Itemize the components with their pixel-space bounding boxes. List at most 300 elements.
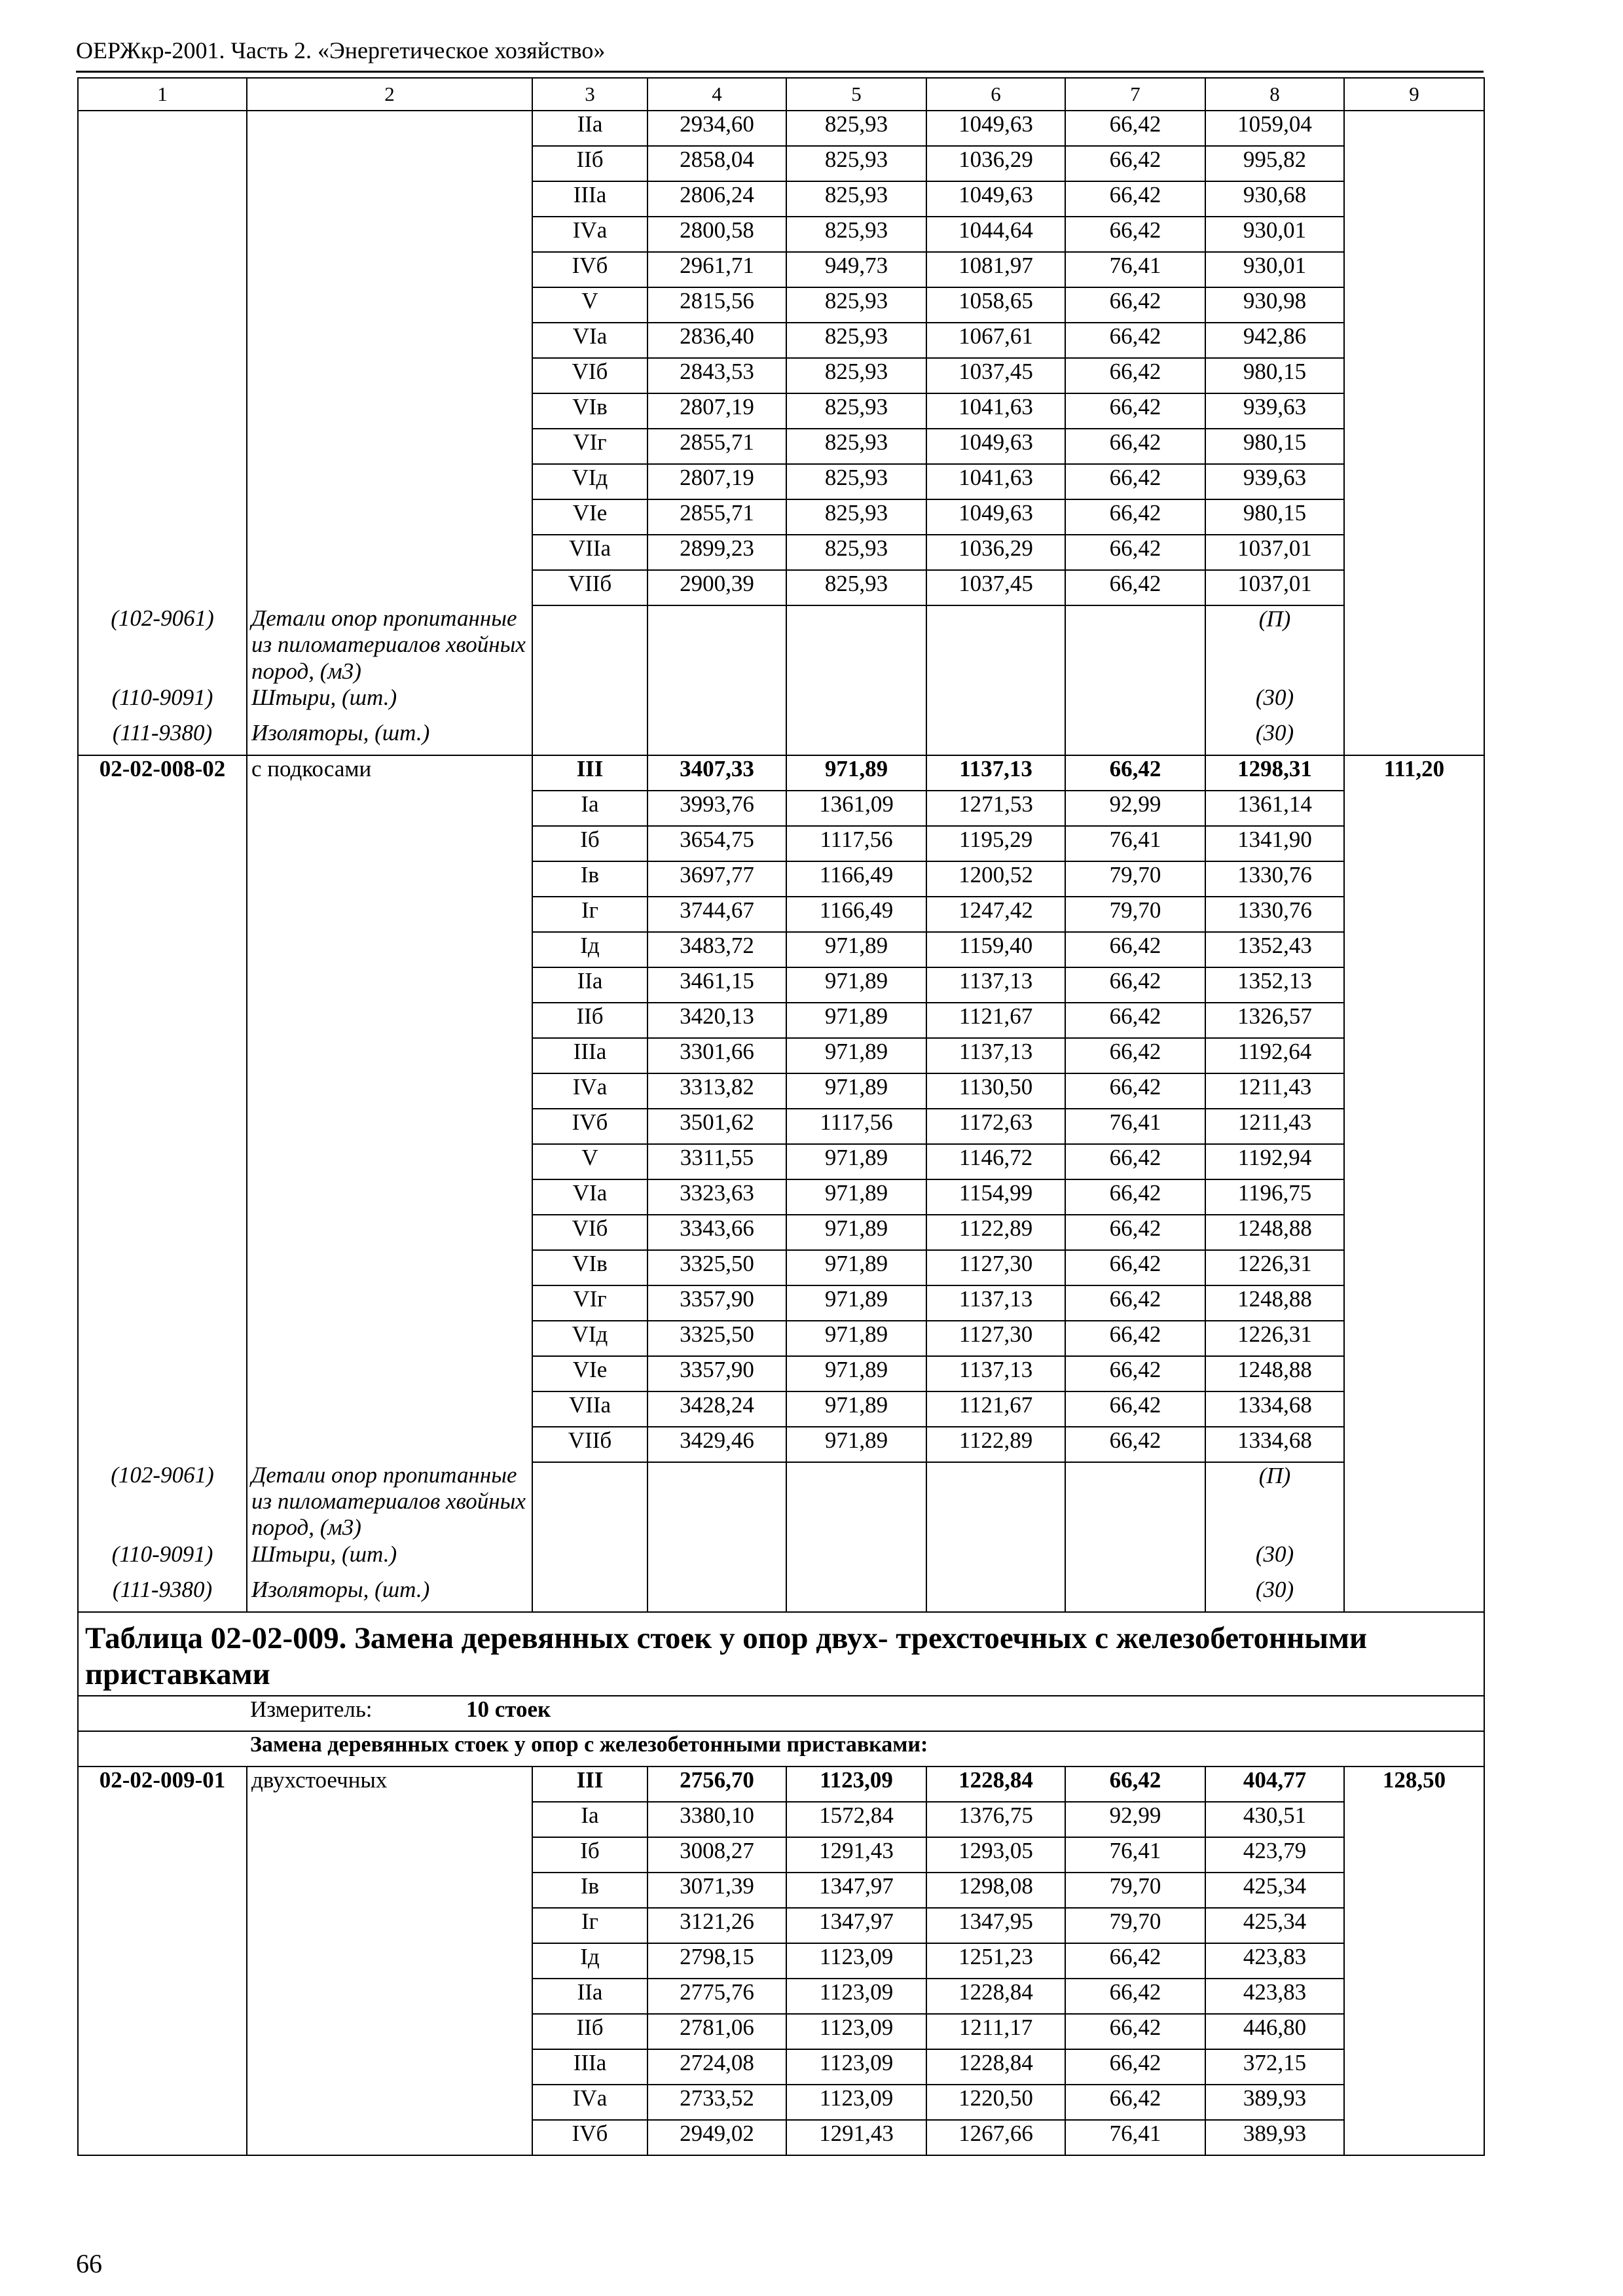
value-cell: 1123,09 [786, 2014, 926, 2049]
value-cell: 971,89 [786, 967, 926, 1003]
code-cell [78, 287, 247, 323]
zone-cell: IVа [532, 2085, 647, 2120]
labor-cell [1344, 2120, 1484, 2155]
table-row [78, 1144, 1484, 1179]
value-cell: 1154,99 [926, 1179, 1065, 1215]
value-cell: 2949,02 [647, 2120, 786, 2155]
value-cell: 1036,29 [926, 535, 1065, 570]
zone-cell: Iа [532, 791, 647, 826]
zone-cell: Iв [532, 861, 647, 897]
empty-cell [532, 1541, 647, 1577]
zone-cell: IIб [532, 1003, 647, 1038]
value-cell: 971,89 [786, 1144, 926, 1179]
value-cell: 1195,29 [926, 826, 1065, 861]
value-cell: 76,41 [1065, 1837, 1205, 1873]
value-cell: 66,42 [1065, 1073, 1205, 1109]
value-cell: 995,82 [1205, 146, 1344, 181]
resource-row [78, 1462, 1484, 1541]
value-cell: 825,93 [786, 429, 926, 464]
value-cell: 66,42 [1065, 181, 1205, 217]
table-row [78, 252, 1484, 287]
code-cell [78, 111, 247, 146]
value-cell: 1361,14 [1205, 791, 1344, 826]
value-cell: 980,15 [1205, 358, 1344, 393]
value-cell: 76,41 [1065, 2120, 1205, 2155]
value-cell: 971,89 [786, 1179, 926, 1215]
value-cell: 128,50 [1344, 1767, 1484, 1802]
value-cell: 1067,61 [926, 323, 1065, 358]
value-cell: 66,42 [1065, 1356, 1205, 1391]
value-cell: 1298,08 [926, 1873, 1065, 1908]
value-cell: 3121,26 [647, 1908, 786, 1943]
code-cell [78, 1979, 247, 2014]
value-cell: 3420,13 [647, 1003, 786, 1038]
name-cell [247, 535, 532, 570]
value-cell: 66,42 [1065, 932, 1205, 967]
empty-cell [1344, 685, 1484, 720]
empty-cell [532, 605, 647, 685]
zone-cell: Iг [532, 1908, 647, 1943]
labor-cell [1344, 932, 1484, 967]
empty-cell [926, 1541, 1065, 1577]
empty-cell [1344, 1577, 1484, 1612]
empty-cell [926, 720, 1065, 755]
labor-cell [1344, 1979, 1484, 2014]
value-cell: 1049,63 [926, 111, 1065, 146]
zone-cell: VIв [532, 393, 647, 429]
empty-cell [532, 685, 647, 720]
empty-cell [926, 605, 1065, 685]
value-cell: 1049,63 [926, 429, 1065, 464]
labor-cell [1344, 791, 1484, 826]
zone-cell: IVа [532, 217, 647, 252]
value-cell: 1049,63 [926, 181, 1065, 217]
labor-cell [1344, 861, 1484, 897]
value-cell: 825,93 [786, 181, 926, 217]
zone-cell: VIд [532, 1321, 647, 1356]
code-cell [78, 499, 247, 535]
zone-cell: Iг [532, 897, 647, 932]
table-row [78, 826, 1484, 861]
zone-cell: IIIа [532, 1038, 647, 1073]
value-cell: 3654,75 [647, 826, 786, 861]
table-row [78, 535, 1484, 570]
labor-cell [1344, 570, 1484, 605]
value-cell: 1172,63 [926, 1109, 1065, 1144]
value-cell: 1137,13 [926, 755, 1065, 791]
zone-cell: Iв [532, 1873, 647, 1908]
value-cell: 66,42 [1065, 287, 1205, 323]
value-cell: 2855,71 [647, 429, 786, 464]
value-cell: 3501,62 [647, 1109, 786, 1144]
table-row [78, 1003, 1484, 1038]
value-cell: 66,42 [1065, 146, 1205, 181]
zone-cell: VIIа [532, 1391, 647, 1427]
value-cell: 1081,97 [926, 252, 1065, 287]
value-cell: 66,42 [1065, 1144, 1205, 1179]
value-cell: 1036,29 [926, 146, 1065, 181]
zone-cell: VIа [532, 323, 647, 358]
value-cell: 1159,40 [926, 932, 1065, 967]
name-cell: с подкосами [247, 755, 532, 791]
value-cell: 2756,70 [647, 1767, 786, 1802]
value-cell: 425,34 [1205, 1908, 1344, 1943]
value-cell: 1228,84 [926, 1767, 1065, 1802]
value-cell: 1122,89 [926, 1215, 1065, 1250]
zone-cell: VIб [532, 1215, 647, 1250]
value-cell: 1326,57 [1205, 1003, 1344, 1038]
value-cell: 825,93 [786, 535, 926, 570]
labor-cell [1344, 1285, 1484, 1321]
code-cell [78, 1109, 247, 1144]
name-cell [247, 826, 532, 861]
name-cell [247, 967, 532, 1003]
zone-cell: Iа [532, 1802, 647, 1837]
labor-cell [1344, 323, 1484, 358]
value-cell: 66,42 [1065, 1767, 1205, 1802]
table-row [78, 1943, 1484, 1979]
code-cell [78, 2014, 247, 2049]
value-cell: 1376,75 [926, 1802, 1065, 1837]
value-cell: 66,42 [1065, 535, 1205, 570]
zone-cell: Iб [532, 1837, 647, 1873]
value-cell: 1127,30 [926, 1250, 1065, 1285]
name-cell [247, 1802, 532, 1837]
value-cell: 76,41 [1065, 1109, 1205, 1144]
code-cell [78, 2085, 247, 2120]
resource-code: (111-9380) [78, 1577, 247, 1612]
table-row [78, 358, 1484, 393]
value-cell: 825,93 [786, 499, 926, 535]
name-cell [247, 1109, 532, 1144]
empty-cell [1065, 1541, 1205, 1577]
empty-cell [1065, 1577, 1205, 1612]
value-cell: 2798,15 [647, 1943, 786, 1979]
measure-value: 10 стоек [466, 1696, 551, 1723]
value-cell: 1049,63 [926, 499, 1065, 535]
value-cell: 1037,45 [926, 358, 1065, 393]
name-cell [247, 499, 532, 535]
value-cell: 971,89 [786, 1285, 926, 1321]
value-cell: 3428,24 [647, 1391, 786, 1427]
code-cell [78, 1356, 247, 1391]
table-row [78, 1109, 1484, 1144]
table-row [78, 932, 1484, 967]
value-cell: 389,93 [1205, 2085, 1344, 2120]
labor-cell [1344, 287, 1484, 323]
value-cell: 1228,84 [926, 2049, 1065, 2085]
table-row [78, 1356, 1484, 1391]
table-row [78, 2120, 1484, 2155]
value-cell: 1572,84 [786, 1802, 926, 1837]
value-cell: 2843,53 [647, 358, 786, 393]
value-cell: 1137,13 [926, 1285, 1065, 1321]
table-row [78, 570, 1484, 605]
code-cell [78, 1003, 247, 1038]
table-row-main [78, 755, 1484, 791]
value-cell: 930,01 [1205, 252, 1344, 287]
table-row [78, 861, 1484, 897]
value-cell: 1291,43 [786, 2120, 926, 2155]
code-cell [78, 1215, 247, 1250]
value-cell: 1123,09 [786, 2085, 926, 2120]
empty-cell [532, 1462, 647, 1541]
resource-code: (110-9091) [78, 1541, 247, 1577]
value-cell: 2961,71 [647, 252, 786, 287]
table-row-main [78, 1767, 1484, 1802]
empty-cell [647, 685, 786, 720]
resource-row [78, 685, 1484, 720]
resource-code: (102-9061) [78, 605, 247, 685]
zone-cell: VIе [532, 1356, 647, 1391]
page-header: ОЕРЖкр-2001. Часть 2. «Энергетическое хозяйство» [76, 37, 606, 63]
value-cell: 1196,75 [1205, 1179, 1344, 1215]
value-cell: 66,42 [1065, 1250, 1205, 1285]
value-cell: 430,51 [1205, 1802, 1344, 1837]
resource-name: Детали опор пропитанные из пиломатериалов хвойных пород, (м3) [247, 1462, 532, 1541]
empty-cell [786, 685, 926, 720]
value-cell: 1330,76 [1205, 897, 1344, 932]
zone-cell: VIб [532, 358, 647, 393]
value-cell: 66,42 [1065, 570, 1205, 605]
code-cell [78, 826, 247, 861]
name-cell [247, 1837, 532, 1873]
zone-cell: VIв [532, 1250, 647, 1285]
code-cell [78, 1943, 247, 1979]
table-row [78, 323, 1484, 358]
code-cell [78, 252, 247, 287]
column-number: 9 [1344, 78, 1484, 111]
value-cell: 2836,40 [647, 323, 786, 358]
labor-cell [1344, 217, 1484, 252]
resource-quantity: (П) [1205, 605, 1344, 685]
value-cell: 1123,09 [786, 2049, 926, 2085]
value-cell: 66,42 [1065, 323, 1205, 358]
value-cell: 66,42 [1065, 1215, 1205, 1250]
zone-cell: V [532, 287, 647, 323]
code-cell [78, 570, 247, 605]
value-cell: 3993,76 [647, 791, 786, 826]
name-cell [247, 791, 532, 826]
code-cell [78, 2049, 247, 2085]
empty-cell [647, 1577, 786, 1612]
labor-cell [1344, 1038, 1484, 1073]
column-number: 4 [647, 78, 786, 111]
value-cell: 1059,04 [1205, 111, 1344, 146]
code-cell [78, 1285, 247, 1321]
value-cell: 825,93 [786, 323, 926, 358]
empty-cell [1344, 605, 1484, 685]
value-cell: 1127,30 [926, 1321, 1065, 1356]
resource-name: Изоляторы, (шт.) [247, 1577, 532, 1612]
table-row [78, 464, 1484, 499]
value-cell: 1291,43 [786, 1837, 926, 1873]
value-cell: 1137,13 [926, 1356, 1065, 1391]
value-cell: 939,63 [1205, 393, 1344, 429]
column-number: 5 [786, 78, 926, 111]
code-cell [78, 1391, 247, 1427]
value-cell: 825,93 [786, 111, 926, 146]
table-row [78, 1837, 1484, 1873]
code-cell [78, 1038, 247, 1073]
value-cell: 971,89 [786, 1391, 926, 1427]
zone-cell: V [532, 1144, 647, 1179]
name-cell [247, 1979, 532, 2014]
value-cell: 1123,09 [786, 1979, 926, 2014]
value-cell: 111,20 [1344, 755, 1484, 791]
zone-cell: IVб [532, 1109, 647, 1144]
value-cell: 79,70 [1065, 861, 1205, 897]
value-cell: 372,15 [1205, 2049, 1344, 2085]
zone-cell: IIIа [532, 181, 647, 217]
value-cell: 66,42 [1065, 967, 1205, 1003]
value-cell: 1037,01 [1205, 535, 1344, 570]
labor-cell [1344, 111, 1484, 146]
value-cell: 423,83 [1205, 1943, 1344, 1979]
resource-code: (110-9091) [78, 685, 247, 720]
value-cell: 92,99 [1065, 1802, 1205, 1837]
value-cell: 971,89 [786, 1215, 926, 1250]
header-rule [76, 71, 1484, 73]
name-cell [247, 1356, 532, 1391]
zone-cell: VIIб [532, 570, 647, 605]
code-cell [78, 1144, 247, 1179]
empty-cell [1065, 605, 1205, 685]
zone-cell: VIг [532, 429, 647, 464]
table-row [78, 146, 1484, 181]
empty-cell [926, 1577, 1065, 1612]
table-body [78, 78, 1484, 2155]
name-cell [247, 861, 532, 897]
labor-cell [1344, 393, 1484, 429]
zone-cell: Iд [532, 932, 647, 967]
value-cell: 2800,58 [647, 217, 786, 252]
column-number-row [78, 78, 1484, 111]
name-cell [247, 217, 532, 252]
name-cell [247, 2120, 532, 2155]
value-cell: 425,34 [1205, 1873, 1344, 1908]
empty-cell [647, 720, 786, 755]
table-row [78, 2085, 1484, 2120]
zone-cell: IIа [532, 111, 647, 146]
zone-cell: VIе [532, 499, 647, 535]
value-cell: 2815,56 [647, 287, 786, 323]
value-cell: 66,42 [1065, 1943, 1205, 1979]
value-cell: 1117,56 [786, 1109, 926, 1144]
code-cell [78, 1321, 247, 1356]
value-cell: 942,86 [1205, 323, 1344, 358]
value-cell: 939,63 [1205, 464, 1344, 499]
labor-cell [1344, 535, 1484, 570]
value-cell: 1123,09 [786, 1767, 926, 1802]
value-cell: 3313,82 [647, 1073, 786, 1109]
value-cell: 92,99 [1065, 791, 1205, 826]
labor-cell [1344, 1109, 1484, 1144]
value-cell: 1361,09 [786, 791, 926, 826]
value-cell: 66,42 [1065, 1391, 1205, 1427]
value-cell: 3357,90 [647, 1356, 786, 1391]
value-cell: 971,89 [786, 1427, 926, 1462]
empty-cell [926, 685, 1065, 720]
name-cell [247, 358, 532, 393]
column-number: 8 [1205, 78, 1344, 111]
resource-name: Штыри, (шт.) [247, 685, 532, 720]
value-cell: 1058,65 [926, 287, 1065, 323]
resource-row [78, 605, 1484, 685]
value-cell: 825,93 [786, 287, 926, 323]
value-cell: 1211,43 [1205, 1109, 1344, 1144]
value-cell: 1122,89 [926, 1427, 1065, 1462]
empty-cell [1065, 720, 1205, 755]
value-cell: 3744,67 [647, 897, 786, 932]
value-cell: 3323,63 [647, 1179, 786, 1215]
value-cell: 825,93 [786, 393, 926, 429]
value-cell: 66,42 [1065, 2014, 1205, 2049]
empty-cell [532, 1577, 647, 1612]
labor-cell [1344, 464, 1484, 499]
table-row [78, 1285, 1484, 1321]
value-cell: 3008,27 [647, 1837, 786, 1873]
value-cell: 3483,72 [647, 932, 786, 967]
value-cell: 76,41 [1065, 826, 1205, 861]
value-cell: 2733,52 [647, 2085, 786, 2120]
labor-cell [1344, 358, 1484, 393]
value-cell: 389,93 [1205, 2120, 1344, 2155]
zone-cell: VIа [532, 1179, 647, 1215]
name-cell [247, 252, 532, 287]
code-cell: 02-02-009-01 [78, 1767, 247, 1802]
value-cell: 66,42 [1065, 1979, 1205, 2014]
value-cell: 1037,45 [926, 570, 1065, 605]
labor-cell [1344, 1003, 1484, 1038]
empty-cell [926, 1462, 1065, 1541]
value-cell: 79,70 [1065, 1873, 1205, 1908]
labor-cell [1344, 1427, 1484, 1462]
name-cell [247, 1038, 532, 1073]
value-cell: 79,70 [1065, 1908, 1205, 1943]
resource-code: (102-9061) [78, 1462, 247, 1541]
value-cell: 971,89 [786, 1038, 926, 1073]
name-cell [247, 323, 532, 358]
code-cell [78, 393, 247, 429]
measure-row [78, 1696, 1484, 1731]
value-cell: 1226,31 [1205, 1250, 1344, 1285]
price-table [77, 77, 1485, 2156]
value-cell: 2934,60 [647, 111, 786, 146]
zone-cell: IIб [532, 146, 647, 181]
subheading-row [78, 1731, 1484, 1767]
value-cell: 3461,15 [647, 967, 786, 1003]
empty-cell [647, 1462, 786, 1541]
zone-cell: VIIа [532, 535, 647, 570]
labor-cell [1344, 1144, 1484, 1179]
value-cell: 1041,63 [926, 464, 1065, 499]
value-cell: 2781,06 [647, 2014, 786, 2049]
table-row [78, 1073, 1484, 1109]
value-cell: 1044,64 [926, 217, 1065, 252]
value-cell: 1192,64 [1205, 1038, 1344, 1073]
zone-cell: IIб [532, 2014, 647, 2049]
value-cell: 930,01 [1205, 217, 1344, 252]
table-row [78, 2049, 1484, 2085]
name-cell [247, 2014, 532, 2049]
value-cell: 66,42 [1065, 1427, 1205, 1462]
resource-name: Штыри, (шт.) [247, 1541, 532, 1577]
code-cell [78, 791, 247, 826]
resource-name: Изоляторы, (шт.) [247, 720, 532, 755]
value-cell: 423,79 [1205, 1837, 1344, 1873]
name-cell [247, 1144, 532, 1179]
